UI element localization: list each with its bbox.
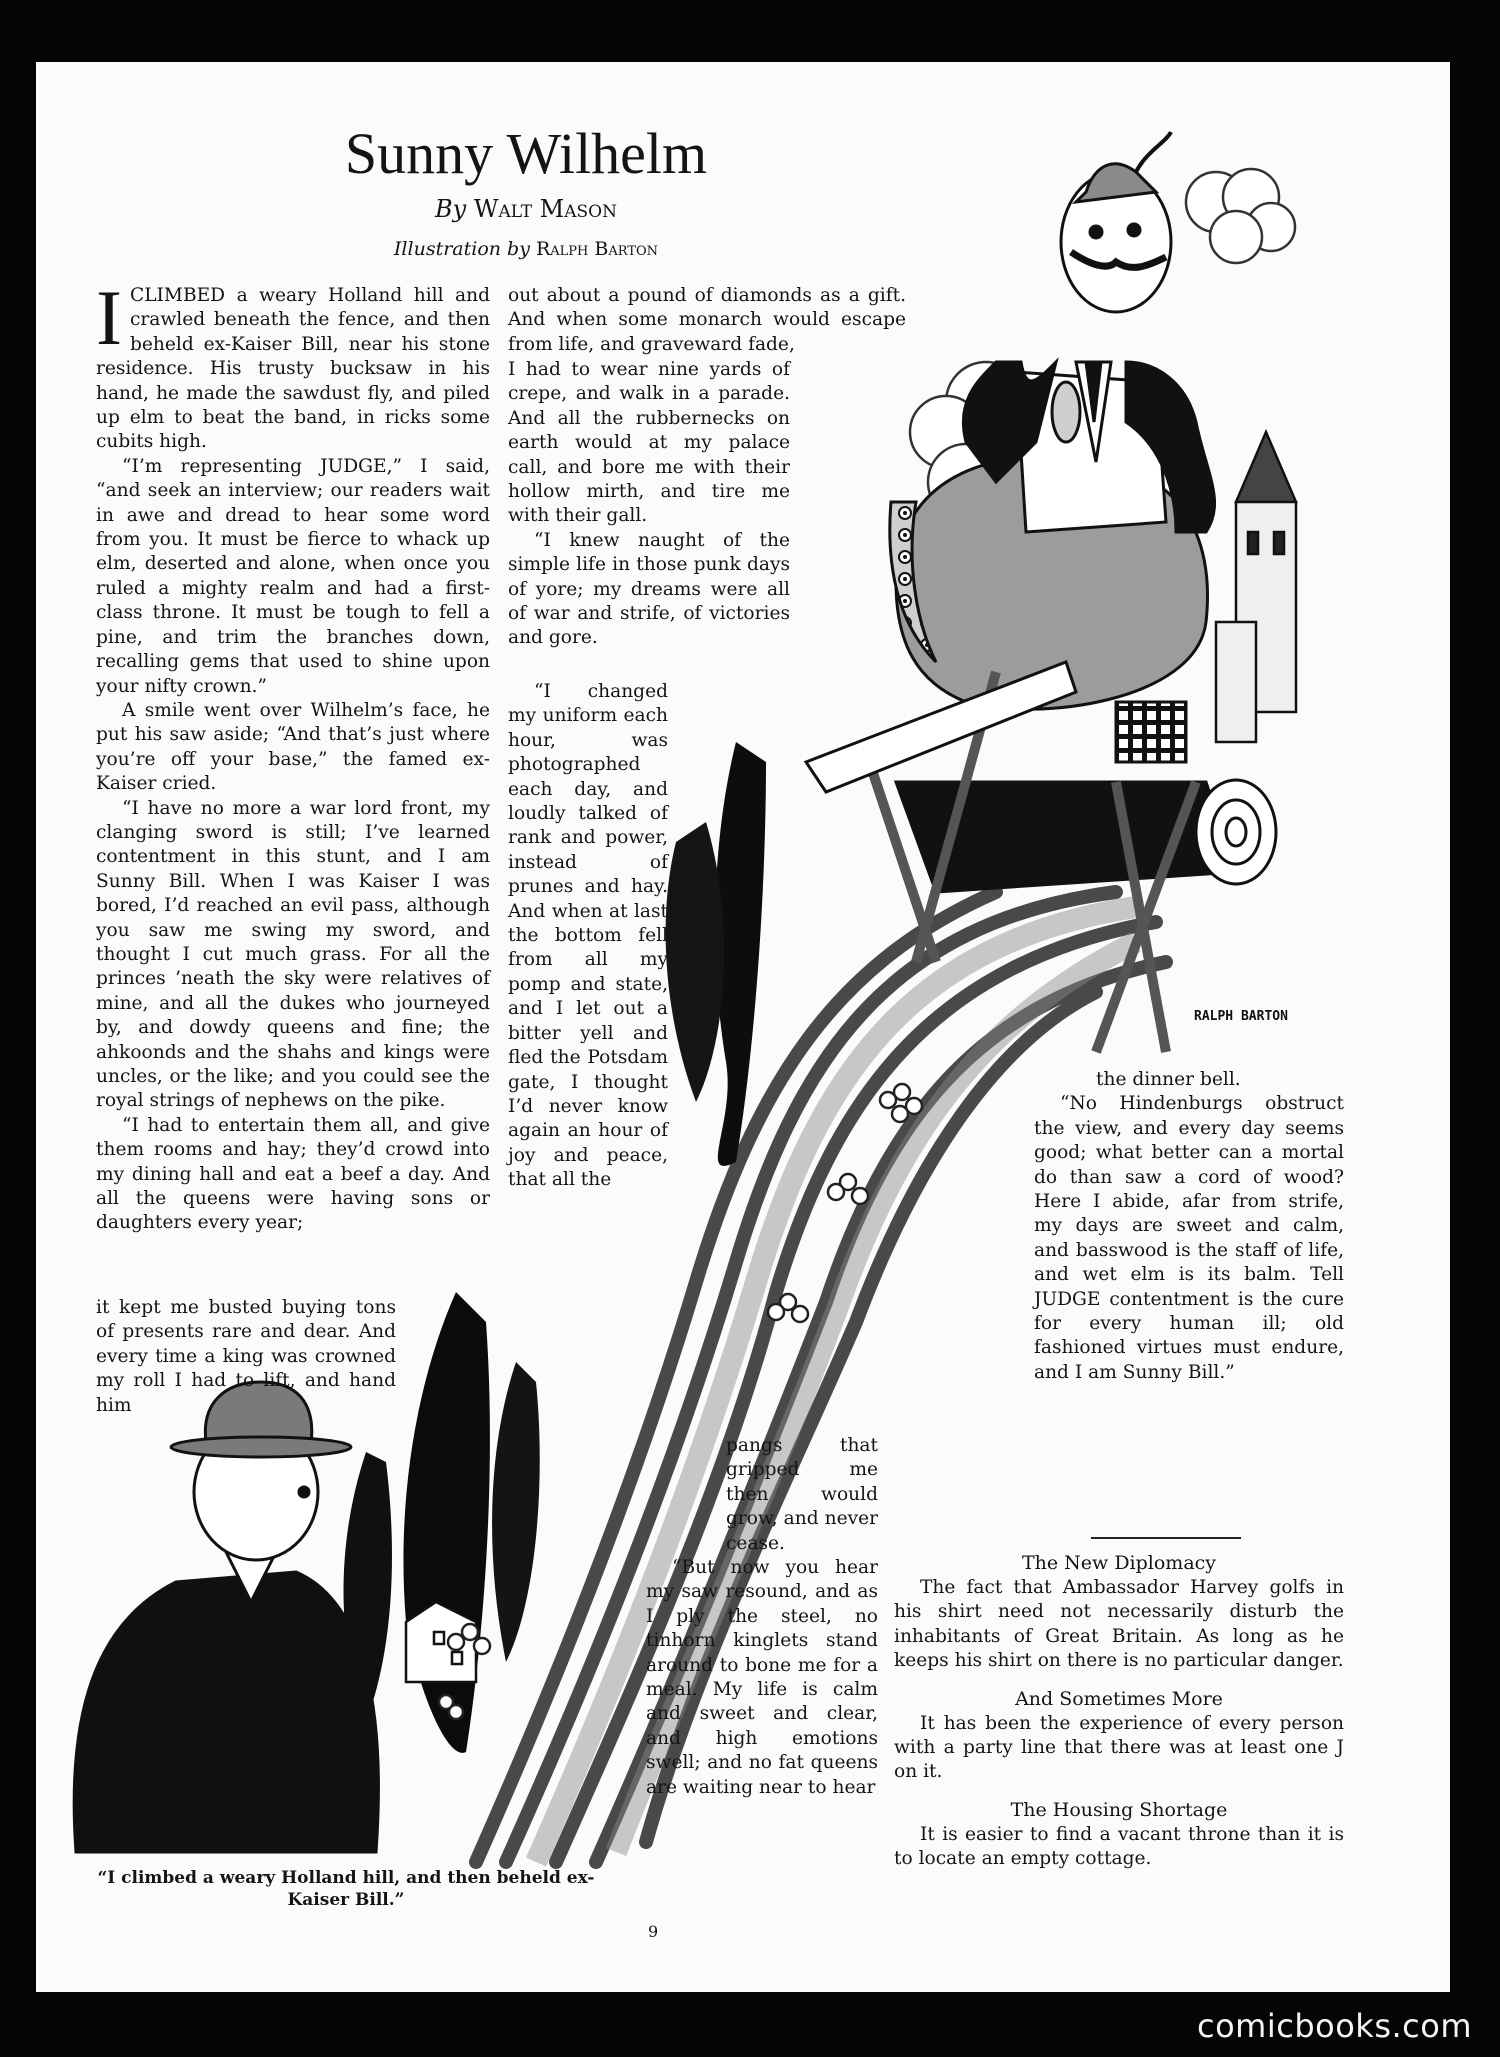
brief-3-heading: The Housing Shortage <box>1010 1798 1228 1821</box>
brief-3-text: It is easier to find a vacant throne than it is to locate an empty cottage. <box>894 1823 1344 1870</box>
briefs-column <box>894 1550 1344 1872</box>
column-2-narrow <box>508 680 668 1193</box>
column-2-top <box>508 284 906 357</box>
paragraph-1-text: CLIMBED a weary Holland hill and crawled beneath the fence, and then beheld ex-Kaiser Bill, near his stone residence. His trusty bucksaw in his hand, he made the sawdust fly, and piled up elm to beat the band, in ricks some cubits high. <box>96 285 490 453</box>
paragraph-4: “I have no more a war lord front, my clanging sword is still; I’ve learned contentment in this stunt, and I am Sunny Bill. When I was Kaiser I was bored, I’d reached an evil pass, although you saw me swing my sword, and thought I cut much grass. For all the princes ’neath the sky were relatives of mine, and all the dukes who journeyed by, and dowdy queens and fine; the ahkoonds and the shahs and kings were uncles, or the like; and you could see the royal strings of nephews on the pike. <box>96 797 490 1112</box>
author-name: Walt Mason <box>473 195 617 223</box>
visitor-figure <box>74 1382 378 1852</box>
column-3-bottom <box>646 1434 878 1800</box>
illustration-caption: “I climbed a weary Holland hill, and then beheld ex-Kaiser Bill.” <box>97 1868 595 1910</box>
column-1-tail <box>96 1296 396 1418</box>
paragraph-3: A smile went over Wilhelm’s face, he put his saw aside; “And that’s just where you’re off your base,” the famed ex-Kaiser cried. <box>96 699 490 795</box>
drop-cap: I <box>96 274 122 361</box>
paragraph-5: “I had to entertain them all, and give them rooms and hay; they’d crowd into my dining hall and eat a beef a day. And all the queens were having sons or daughters every year; <box>96 1114 490 1234</box>
illustrator-credit <box>276 236 776 262</box>
watermark-logo: comicbooks.com <box>1196 2007 1472 2045</box>
column-1 <box>96 274 490 1236</box>
article-title: Sunny Wilhelm <box>344 121 708 186</box>
brief-1-heading: The New Diplomacy <box>1021 1552 1217 1574</box>
paragraph-12: the dinner bell. <box>1096 1069 1241 1090</box>
byline-prefix: By <box>435 195 467 223</box>
author-byline <box>276 194 776 224</box>
column-4-upper <box>1034 1068 1344 1385</box>
paragraph-5-continued: it kept me busted buying tons of presents rare and dear. And every time a king was crowned my roll I had to lift, and hand him <box>96 1297 396 1416</box>
brief-2-heading: And Sometimes More <box>1015 1687 1223 1710</box>
castle-drawing <box>1216 432 1296 742</box>
illustrator-signature: RALPH BARTON <box>1194 1009 1288 1024</box>
illustrator-prefix: Illustration by <box>393 238 530 260</box>
paragraph-11: “But now you hear my saw resound, and as I ply the steel, no tinhorn kinglets stand around to bone me for a meal. My life is calm and sweet and clear, and high emotions swell; and no fat queens are waiting near to hear <box>646 1557 878 1798</box>
brief-1-text: The fact that Ambassador Harvey golfs in his shirt need not necessarily disturb the inhabitants of Great Britain. As long as he keeps his shirt on there is no particular danger. <box>894 1577 1344 1672</box>
paragraph-10: pangs that gripped me then would grow, and never cease. <box>726 1435 878 1554</box>
magazine-page <box>36 62 1450 1992</box>
paragraph-9: “I changed my uniform each hour, was photographed each day, and loudly talked of rank and power, instead of prunes and hay. And when at last the bottom fell from all my pomp and state, and I let out a bitter yell and fled the Potsdam gate, I thought I’d never know again an hour of joy and peace, that all the <box>508 681 668 1191</box>
page-number: 9 <box>648 1922 659 1941</box>
paragraph-7: I had to wear nine yards of crepe, and walk in a parade. And all the rubbernecks on earth would at my palace call, and bore me with their hollow mirth, and tire me with their gall. <box>508 359 790 527</box>
paragraph-13: “No Hindenburgs obstruct the view, and every day seems good; what better can a mortal do than saw a cord of wood? Here I abide, afar from strife, my days are sweet and calm, and basswood is the staff of life, and wet elm is its balm. Tell JUDGE contentment is the cure for every human ill; old fashioned virtues must endure, and I am Sunny Bill.” <box>1034 1093 1344 1383</box>
paragraph-6: out about a pound of diamonds as a gift. And when some monarch would escape from life, and graveward fade, <box>508 285 906 355</box>
paragraph-1 <box>96 274 490 455</box>
paragraph-8: “I knew naught of the simple life in those punk days of yore; my dreams were all of war and strife, of victories and gore. <box>508 529 790 649</box>
brief-2-text: It has been the experience of every person with a party line that there was at least one J on it. <box>894 1712 1344 1783</box>
column-2-mid <box>508 358 790 651</box>
section-divider <box>1091 1537 1241 1539</box>
illustrator-name: Ralph Barton <box>535 238 659 260</box>
paragraph-2: “I’m representing JUDGE,” I said, “and seek an interview; our readers wait in awe and dread to hear some word from you. It must be fierce to whack up elm, deserted and alone, when once you ruled a mighty realm and had a first-class throne. It must be tough to fell a pine, and trim the branches down, recalling gems that used to shine upon your nifty crown.” <box>96 455 490 697</box>
